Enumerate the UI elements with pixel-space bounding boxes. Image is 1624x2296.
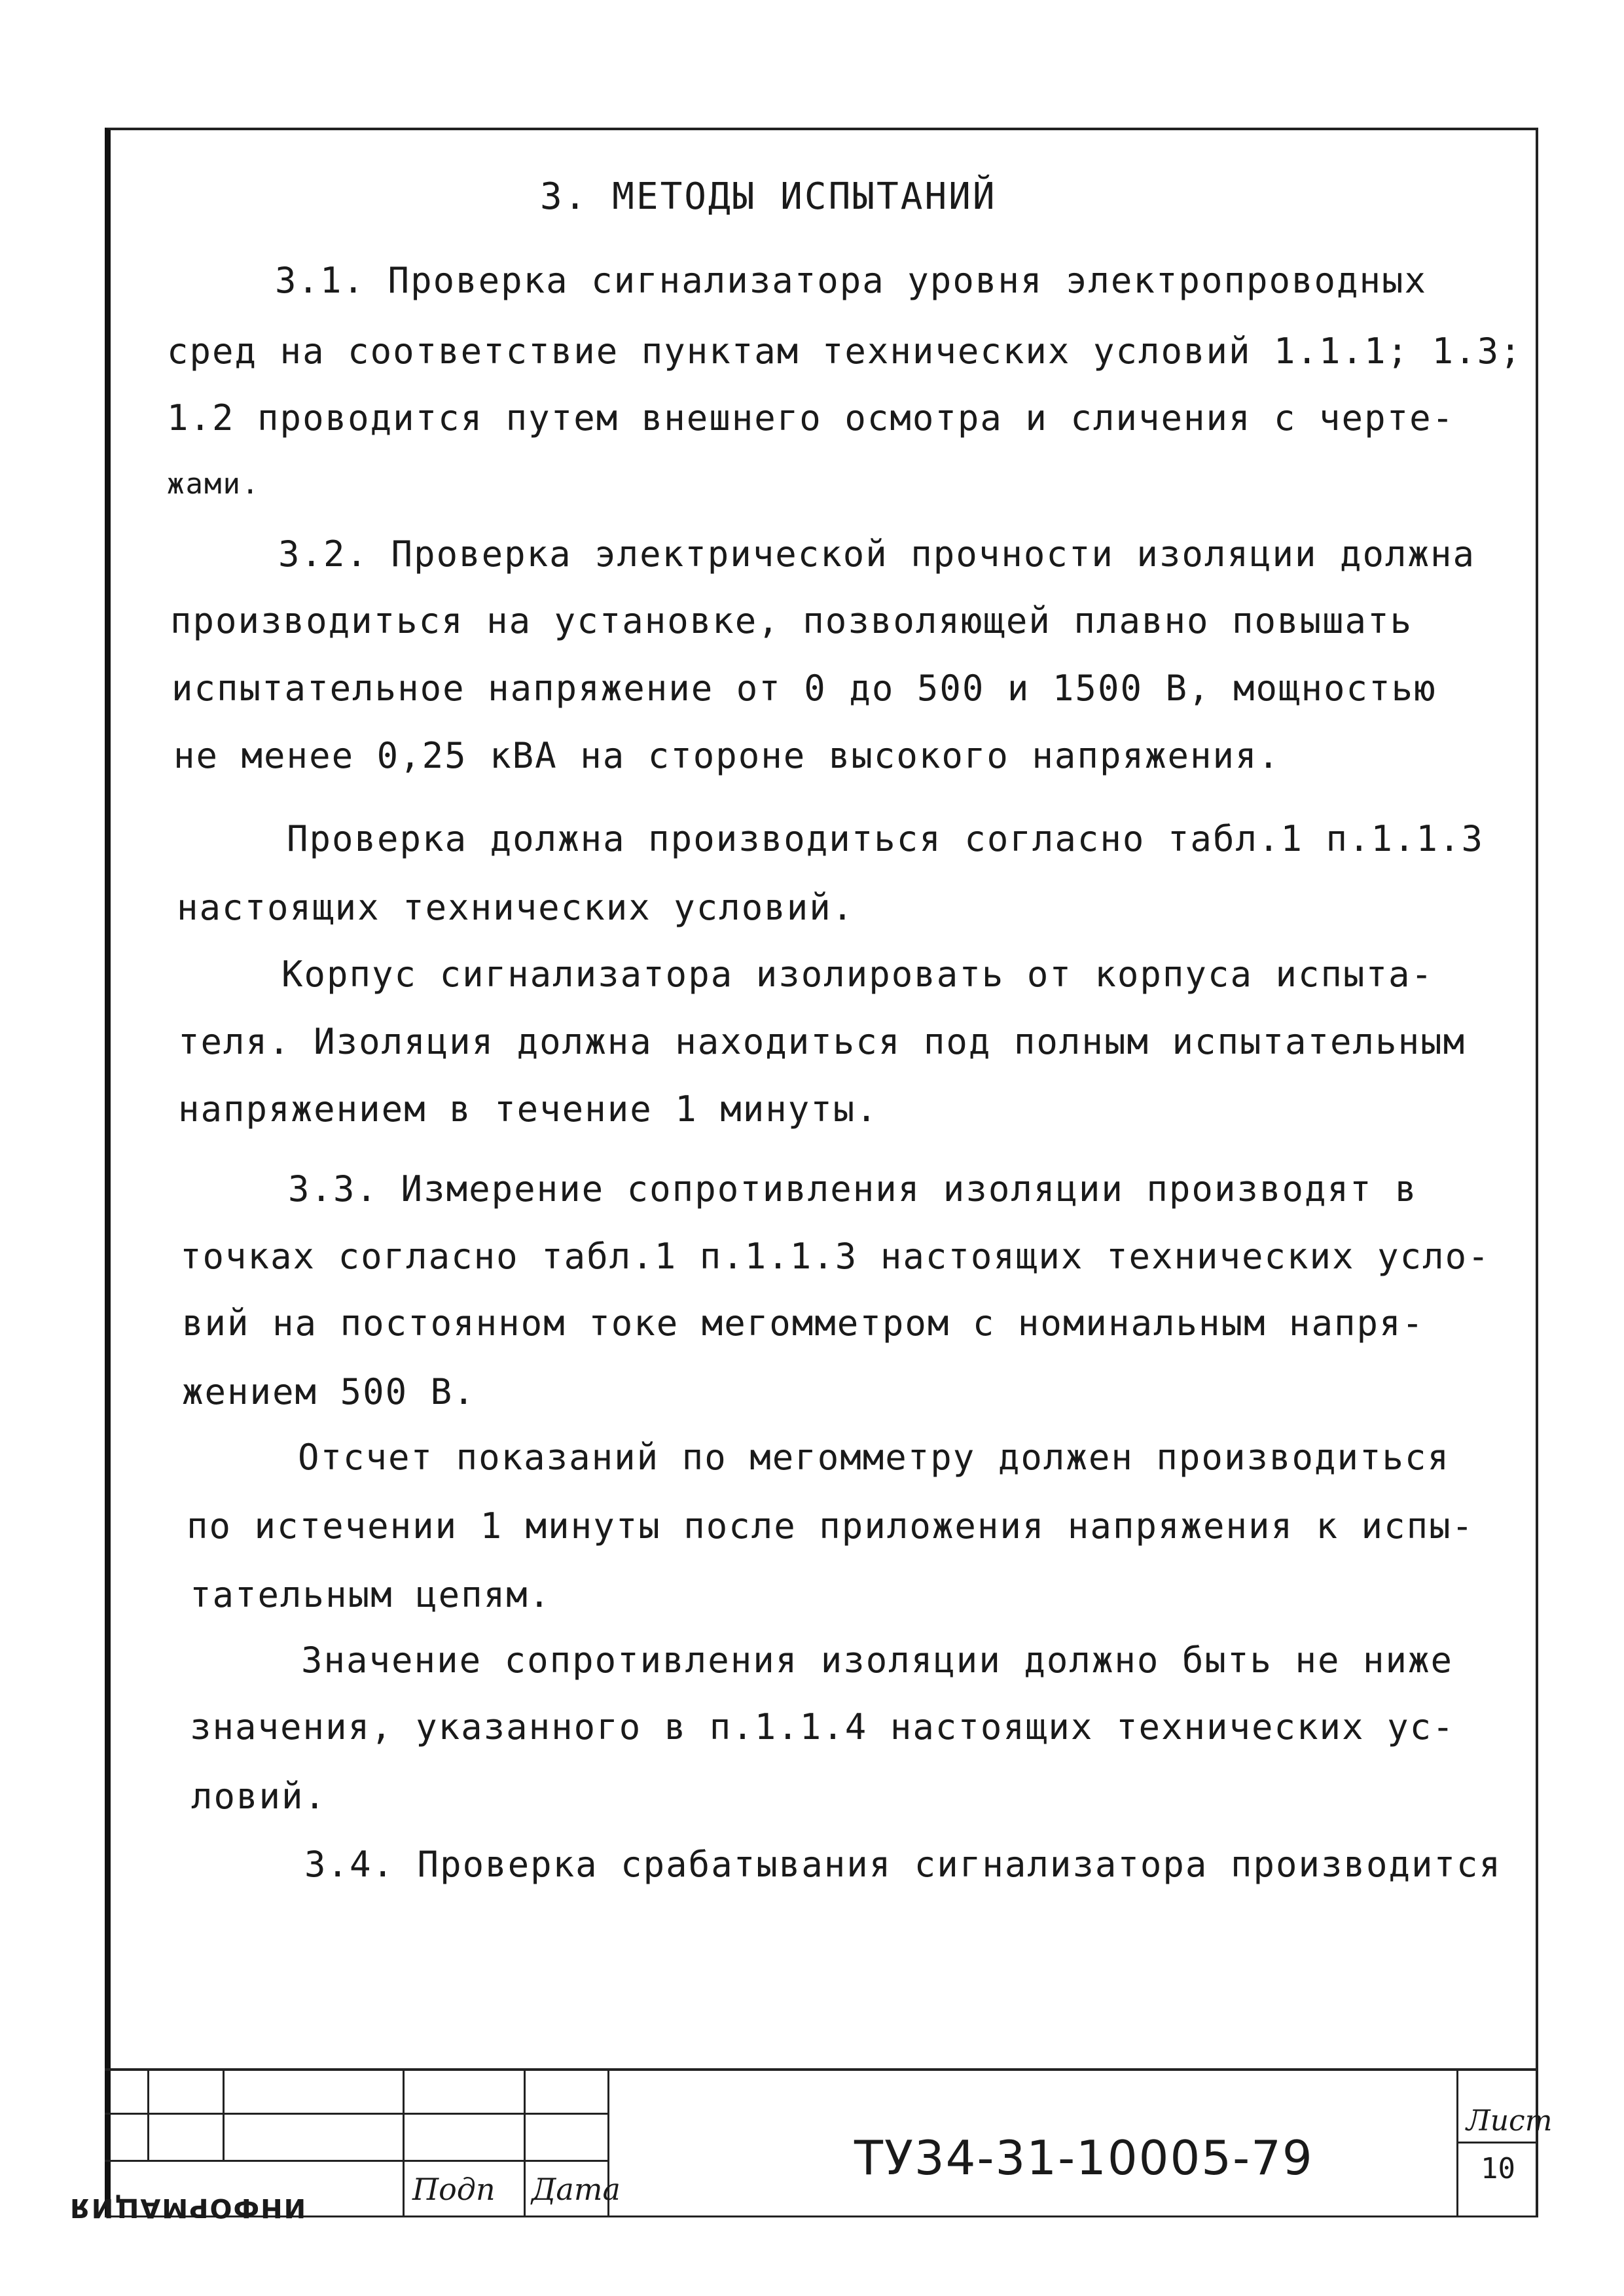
text-line: Корпус сигнализатора изолировать от корпуса испыта- — [281, 954, 1434, 995]
title-block-row-line — [105, 2160, 609, 2162]
sheet-label: Лист — [1466, 2104, 1553, 2138]
text-line: по истечении 1 минуты после приложения напряжения к испы- — [187, 1505, 1475, 1547]
text-line: испытательное напряжение от 0 до 500 и 1500 В, мощностью — [171, 668, 1437, 709]
text-line: значения, указанного в п.1.1.4 настоящих технических ус- — [190, 1706, 1455, 1748]
title-block-col-line — [147, 2068, 149, 2160]
title-block-col-line — [403, 2068, 405, 2215]
title-block-row-line — [105, 2113, 609, 2115]
section-title: 3. МЕТОДЫ ИСПЫТАНИЙ — [540, 175, 997, 218]
title-block-top-line — [105, 2068, 1538, 2071]
text-line: 3.3. Измерение сопротивления изоляции производят в — [288, 1168, 1418, 1210]
text-line: напряжением в течение 1 минуты. — [178, 1088, 878, 1130]
text-line: производиться на установке, позволяющей плавно повышать — [170, 600, 1413, 641]
text-line: жением 500 В. — [182, 1371, 476, 1412]
date-label: Дата — [532, 2172, 621, 2207]
text-line: Значение сопротивления изоляции должно быть не ниже — [301, 1640, 1454, 1681]
text-line: Отсчет показаний по мегомметру должен производиться — [298, 1437, 1451, 1478]
text-line: настоящих технических условий. — [177, 887, 855, 928]
text-line: сред на соответствие пунктам технических условий 1.1.1; 1.3; — [167, 331, 1523, 372]
text-line: теля. Изоляция должна находиться под полным испытательным — [178, 1021, 1466, 1062]
title-block-bottom-line — [105, 2215, 1538, 2217]
text-line: 1.2 проводится путем внешнего осмотра и сличения с черте- — [167, 397, 1455, 439]
document-code: ТУ34-31-10005-79 — [854, 2130, 1314, 2185]
title-block-col-line — [223, 2068, 225, 2160]
text-line: 3.1. Проверка сигнализатора уровня электропроводных — [275, 260, 1428, 301]
text-line: не менее 0,25 кВА на стороне высокого напряжения. — [173, 735, 1281, 776]
sheet-number: 10 — [1481, 2152, 1515, 2185]
text-line: 3.4. Проверка срабатывания сигнализатора производится — [304, 1844, 1502, 1885]
text-line: жами. — [167, 467, 261, 501]
title-block-col-line — [524, 2068, 526, 2215]
text-line: 3.2. Проверка электрической прочности изоляции должна — [278, 533, 1476, 575]
text-line: тательным цепям. — [190, 1574, 552, 1615]
title-block-col-line — [1456, 2142, 1538, 2144]
text-line: Проверка должна производиться согласно табл.1 п.1.1.3 — [287, 818, 1485, 859]
text-line: вий на постоянном токе мегомметром с номинальным напря- — [182, 1302, 1425, 1344]
mirrored-stamp-label: ИНФОРМАЦИЯ — [69, 2193, 306, 2223]
sign-label: Подп — [412, 2172, 496, 2207]
text-line: ловий. — [191, 1776, 327, 1817]
text-line: точках согласно табл.1 п.1.1.3 настоящих технических усло- — [180, 1236, 1490, 1277]
